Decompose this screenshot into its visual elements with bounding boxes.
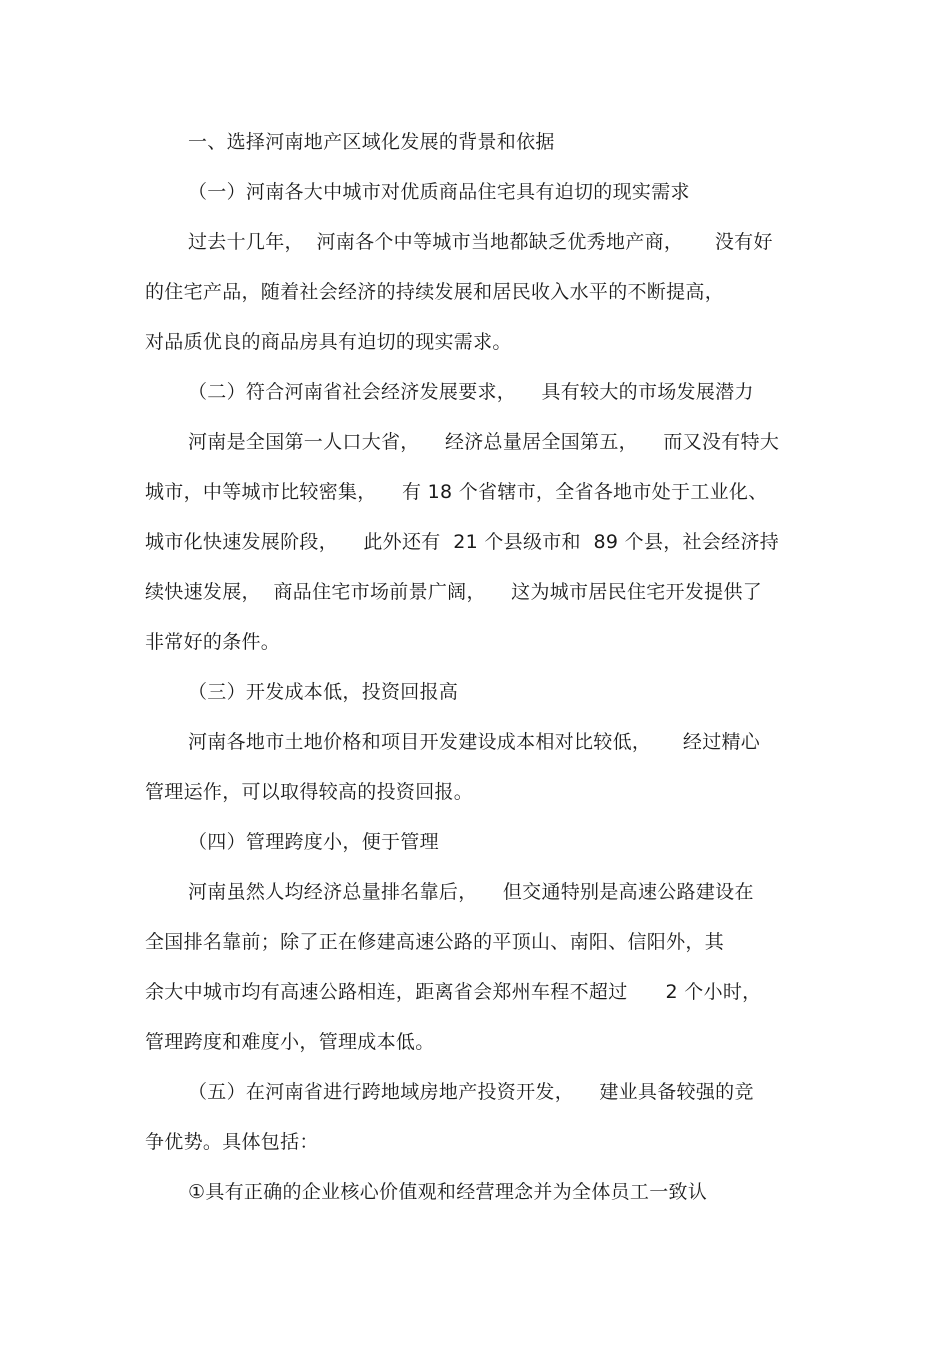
paragraph-line: 余大中城市均有高速公路相连，距离省会郑州车程不超过 2 个小时， — [145, 981, 762, 1003]
subheading-3: （三）开发成本低，投资回报高 — [188, 681, 459, 703]
paragraph-line: 争优势。具体包括： — [145, 1131, 319, 1153]
paragraph-line: 河南虽然人均经济总量排名靠后， 但交通特别是高速公路建设在 — [188, 881, 754, 903]
paragraph-line: 对品质优良的商品房具有迫切的现实需求。 — [145, 331, 512, 353]
list-item-1: ①具有正确的企业核心价值观和经营理念并为全体员工一致认 — [188, 1181, 708, 1203]
paragraph-line: 全国排名靠前；除了正在修建高速公路的平顶山、南阳、信阳外，其 — [145, 931, 725, 953]
paragraph-line: 的住宅产品，随着社会经济的持续发展和居民收入水平的不断提高， — [145, 281, 725, 303]
paragraph-line: 河南各地市土地价格和项目开发建设成本相对比较低， 经过精心 — [188, 731, 761, 753]
paragraph-line: 过去十几年， 河南各个中等城市当地都缺乏优秀地产商， 没有好 — [188, 231, 773, 253]
section-heading: 一、选择河南地产区域化发展的背景和依据 — [188, 131, 555, 153]
paragraph-line: 城市化快速发展阶段， 此外还有 21 个县级市和 89 个县，社会经济持 — [145, 531, 780, 553]
paragraph-line: 管理跨度和难度小，管理成本低。 — [145, 1031, 435, 1053]
subheading-4: （四）管理跨度小，便于管理 — [188, 831, 439, 853]
paragraph-line: 管理运作，可以取得较高的投资回报。 — [145, 781, 474, 803]
subheading-1: （一）河南各大中城市对优质商品住宅具有迫切的现实需求 — [188, 181, 690, 203]
subheading-2: （二）符合河南省社会经济发展要求， 具有较大的市场发展潜力 — [188, 381, 754, 403]
paragraph-line: 河南是全国第一人口大省， 经济总量居全国第五， 而又没有特大 — [188, 431, 780, 453]
subheading-5: （五）在河南省进行跨地域房地产投资开发， 建业具备较强的竞 — [188, 1081, 754, 1103]
paragraph-line: 续快速发展， 商品住宅市场前景广阔， 这为城市居民住宅开发提供了 — [145, 581, 763, 603]
paragraph-line: 城市，中等城市比较密集， 有 18 个省辖市，全省各地市处于工业化、 — [145, 481, 768, 503]
paragraph-line: 非常好的条件。 — [145, 631, 281, 653]
